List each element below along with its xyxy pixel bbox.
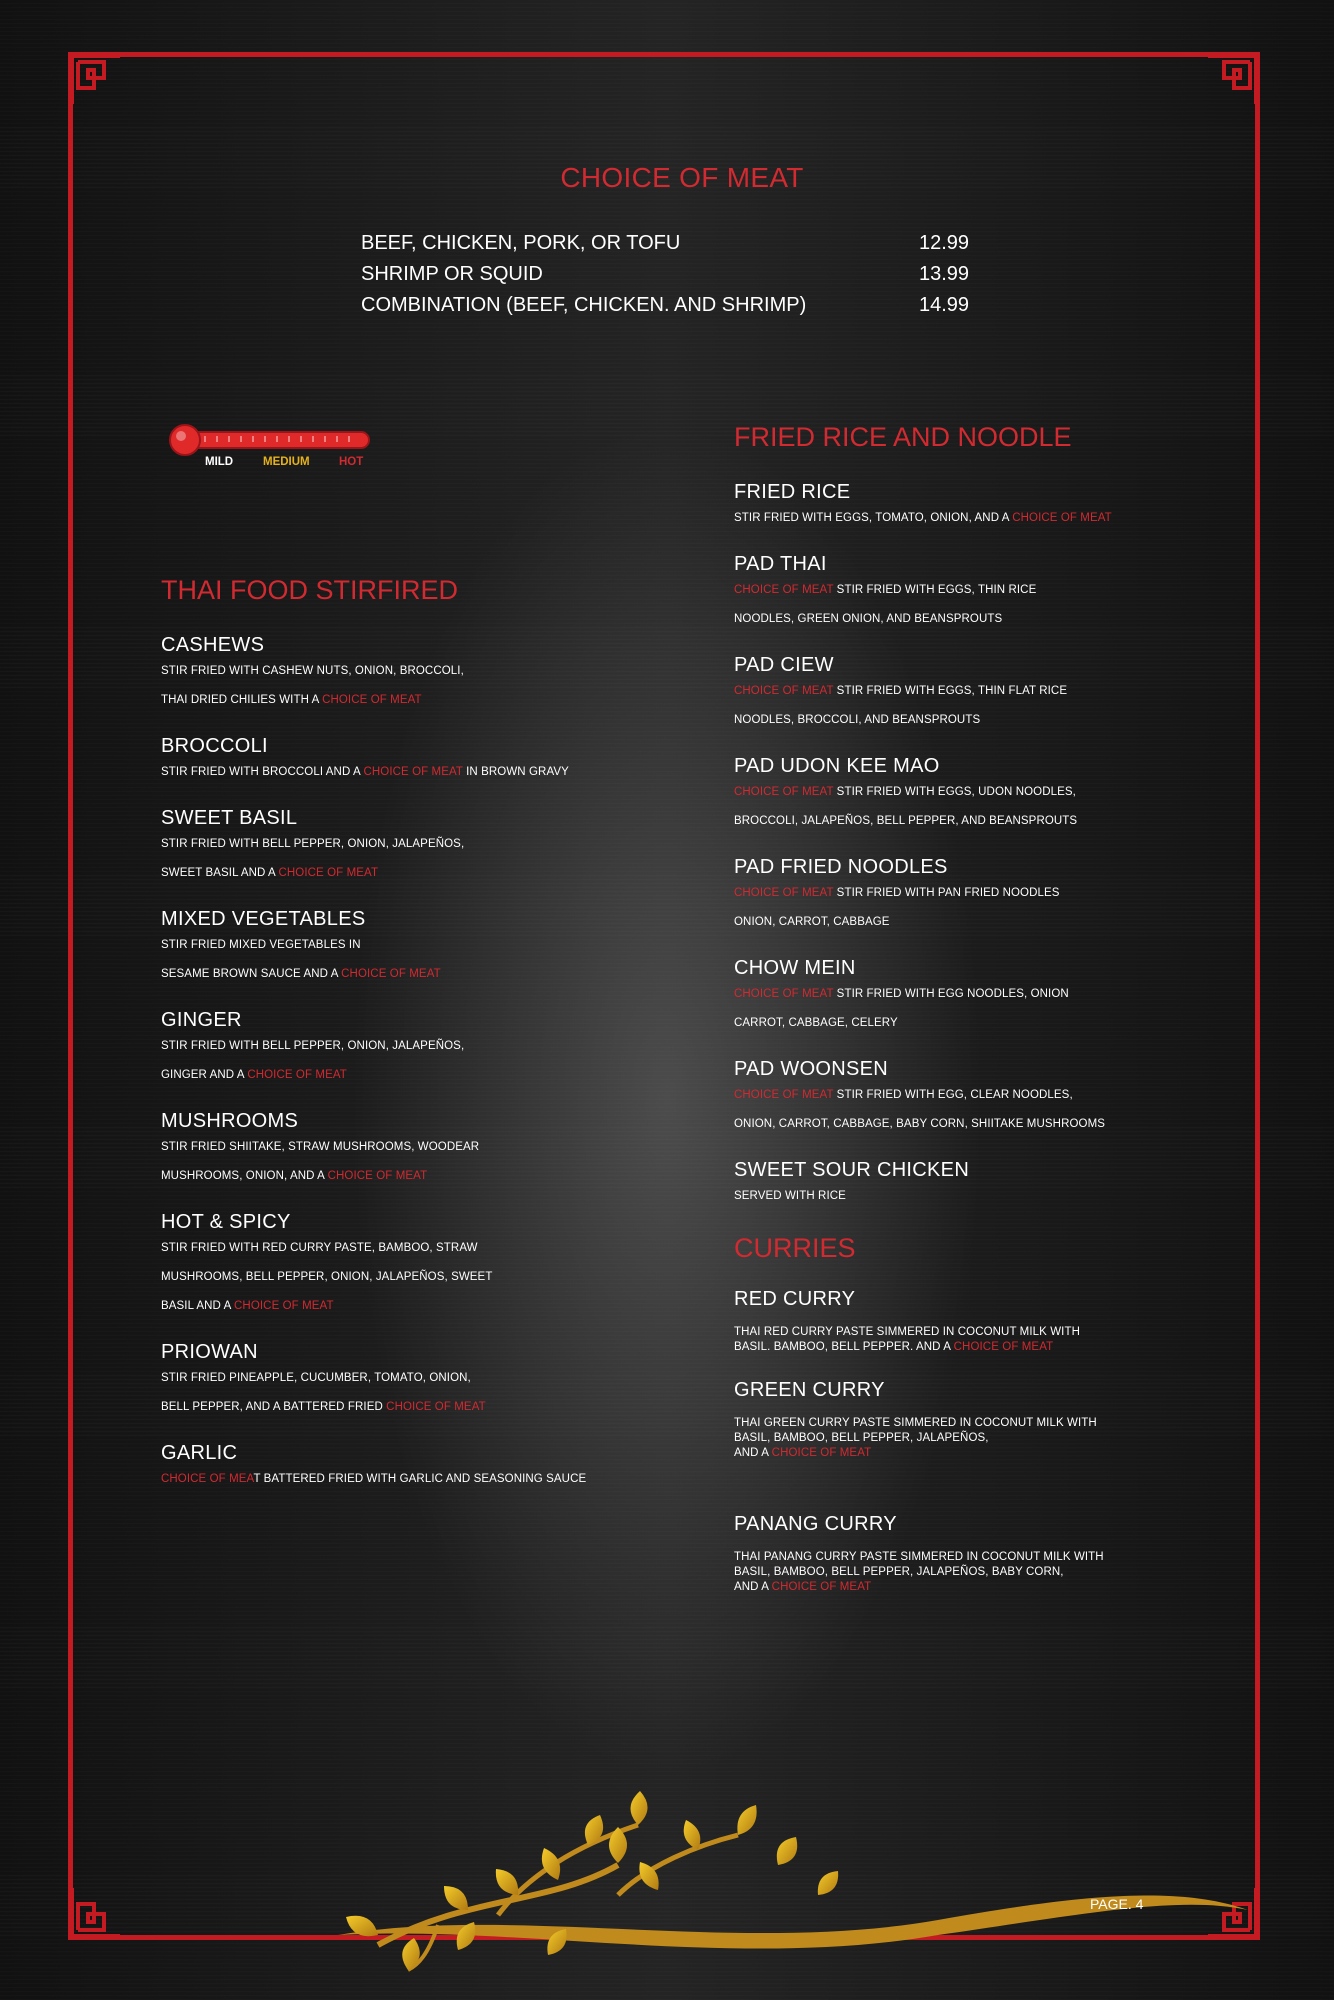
menu-item bbox=[161, 1009, 721, 1090]
menu-item-description bbox=[734, 908, 1154, 937]
choice-of-meat-note: CHOICE OF MEAT bbox=[341, 968, 441, 980]
fret-corner-bottom-left-icon bbox=[68, 1884, 124, 1940]
menu-item-description bbox=[734, 504, 1154, 533]
description-text: BASIL, BAMBOO, BELL PEPPER, JALAPEÑOS, bbox=[734, 1432, 989, 1444]
choice-of-meat-note: CHOICE OF MEAT bbox=[1012, 512, 1112, 524]
description-text: CARROT, CABBAGE, CELERY bbox=[734, 1017, 898, 1029]
description-text: STIR FRIED WITH CASHEW NUTS, ONION, BROCCOLI, bbox=[161, 665, 464, 677]
menu-item bbox=[161, 1442, 721, 1494]
menu-item-name: PAD UDON KEE MAO bbox=[734, 755, 940, 777]
menu-item-description bbox=[734, 1416, 1154, 1431]
description-text: BROCCOLI, JALAPEÑOS, BELL PEPPER, AND BEANSPROUTS bbox=[734, 815, 1078, 827]
stirfried-column bbox=[161, 575, 721, 1494]
description-text: STIR FRIED WITH EGG, CLEAR NOODLES, bbox=[833, 1089, 1073, 1101]
description-text: ONION, CARROT, CABBAGE bbox=[734, 916, 890, 928]
menu-item bbox=[734, 1379, 1154, 1461]
menu-item bbox=[161, 1110, 721, 1191]
meat-price-row bbox=[361, 290, 981, 321]
menu-item-description bbox=[161, 1393, 721, 1422]
noodle-item-list bbox=[734, 481, 1154, 1211]
description-text: MUSHROOMS, ONION, AND A bbox=[161, 1170, 328, 1182]
choice-of-meat-note: CHOICE OF MEAT bbox=[327, 1170, 428, 1182]
menu-item-name: PAD FRIED NOODLES bbox=[734, 856, 948, 878]
menu-item-description bbox=[734, 605, 1154, 634]
menu-item-description bbox=[161, 657, 721, 686]
description-text: THAI GREEN CURRY PASTE SIMMERED IN COCONUT MILK WITH bbox=[734, 1417, 1097, 1429]
menu-item bbox=[734, 553, 1154, 634]
description-text: STIR FRIED WITH EGGS, THIN RICE bbox=[833, 584, 1037, 596]
menu-item bbox=[734, 1513, 1154, 1595]
curry-item-list bbox=[734, 1288, 1154, 1595]
menu-item-name: PAD THAI bbox=[734, 553, 827, 575]
description-text: STIR FRIED WITH EGGS, TOMATO, ONION, AND A bbox=[734, 512, 1013, 524]
menu-item-name: PAD WOONSEN bbox=[734, 1058, 889, 1080]
menu-item-description bbox=[734, 1565, 1154, 1580]
menu-item bbox=[734, 481, 1154, 533]
description-text: AND A bbox=[734, 1581, 772, 1593]
menu-item bbox=[161, 807, 721, 888]
menu-item bbox=[734, 1058, 1154, 1139]
menu-item bbox=[161, 1211, 721, 1321]
menu-item-description bbox=[734, 1431, 1154, 1446]
choice-of-meat-note: CHOICE OF MEAT bbox=[734, 1089, 834, 1101]
fret-corner-top-right-icon bbox=[1204, 52, 1260, 108]
menu-item-name: GREEN CURRY bbox=[734, 1379, 885, 1401]
choice-of-meat-note: CHOICE OF MEAT bbox=[734, 685, 834, 697]
menu-item bbox=[734, 1159, 1154, 1211]
menu-item-description bbox=[161, 830, 721, 859]
spice-label-medium: MEDIUM bbox=[263, 456, 310, 468]
choice-of-meat-note: CHOICE OF MEAT bbox=[363, 766, 463, 778]
meat-option-name: BEEF, CHICKEN, PORK, OR TOFU bbox=[361, 232, 681, 254]
page-number: PAGE. 4 bbox=[1090, 1896, 1144, 1912]
choice-of-meat-note: CHOICE OF MEAT bbox=[322, 694, 422, 706]
thermometer-icon bbox=[165, 424, 375, 456]
menu-item-name: CHOW MEIN bbox=[734, 957, 856, 979]
menu-item-description bbox=[161, 1364, 721, 1393]
spice-label-mild: MILD bbox=[205, 456, 234, 468]
menu-item-description bbox=[734, 1325, 1154, 1340]
menu-item-description bbox=[161, 859, 721, 888]
description-text: STIR FRIED WITH BELL PEPPER, ONION, JALAPEÑOS, bbox=[161, 1040, 465, 1052]
description-text: STIR FRIED WITH EGGS, UDON NOODLES, bbox=[833, 786, 1076, 798]
menu-item-description bbox=[161, 1162, 721, 1191]
meat-option-price: 14.99 bbox=[919, 294, 970, 316]
spice-scale bbox=[165, 424, 375, 474]
description-text: BASIL AND A bbox=[161, 1300, 235, 1312]
meat-option-name: SHRIMP OR SQUID bbox=[361, 263, 543, 285]
description-text: NOODLES, GREEN ONION, AND BEANSPROUTS bbox=[734, 613, 1003, 625]
choice-of-meat-note: CHOICE OF MEAT bbox=[771, 1447, 872, 1459]
menu-item-description bbox=[161, 686, 721, 715]
menu-item-description bbox=[161, 1032, 721, 1061]
menu-item-name: SWEET SOUR CHICKEN bbox=[734, 1159, 970, 1181]
menu-item bbox=[161, 735, 721, 787]
meat-option-price: 12.99 bbox=[919, 232, 970, 254]
description-text: STIR FRIED SHIITAKE, STRAW MUSHROOMS, WOODEAR bbox=[161, 1141, 480, 1153]
menu-item-name: GARLIC bbox=[161, 1442, 238, 1464]
choice-of-meat-title: CHOICE OF MEAT bbox=[560, 162, 804, 193]
choice-of-meat-price-list bbox=[361, 228, 981, 321]
menu-item bbox=[734, 755, 1154, 836]
menu-item-name: PANANG CURRY bbox=[734, 1513, 897, 1535]
description-text: NOODLES, BROCCOLI, AND BEANSPROUTS bbox=[734, 714, 981, 726]
menu-item-name: MUSHROOMS bbox=[161, 1110, 299, 1132]
menu-item-description bbox=[734, 1340, 1154, 1355]
choice-of-meat-note: CHOICE OF MEAT bbox=[734, 887, 834, 899]
menu-item-name: SWEET BASIL bbox=[161, 807, 298, 829]
menu-item bbox=[734, 957, 1154, 1038]
meat-price-row bbox=[361, 259, 981, 290]
choice-of-meat-note: CHOICE OF MEA bbox=[161, 1473, 254, 1485]
menu-item-name: CASHEWS bbox=[161, 634, 265, 656]
menu-item-name: RED CURRY bbox=[734, 1288, 856, 1310]
section-title-curries: CURRIES bbox=[734, 1233, 856, 1263]
choice-of-meat-note: CHOICE OF MEAT bbox=[386, 1401, 486, 1413]
menu-item-name: MIXED VEGETABLES bbox=[161, 908, 366, 930]
menu-item-description bbox=[734, 1580, 1154, 1595]
menu-item-description bbox=[161, 1263, 721, 1292]
section-title-stirfried: THAI FOOD STIRFIRED bbox=[161, 575, 458, 605]
description-text: STIR FRIED WITH EGGS, THIN FLAT RICE bbox=[833, 685, 1068, 697]
menu-item-name: GINGER bbox=[161, 1009, 242, 1031]
description-text: BELL PEPPER, AND A BATTERED FRIED bbox=[161, 1401, 387, 1413]
menu-item-name: FRIED RICE bbox=[734, 481, 851, 503]
stirfried-item-list bbox=[161, 634, 721, 1494]
description-text: T BATTERED FRIED WITH GARLIC AND SEASONING SAUCE bbox=[253, 1473, 587, 1485]
menu-item-description bbox=[734, 576, 1154, 605]
menu-item-description bbox=[734, 1182, 1154, 1211]
description-text: STIR FRIED WITH RED CURRY PASTE, BAMBOO, STRAW bbox=[161, 1242, 478, 1254]
spice-label-hot: HOT bbox=[339, 456, 364, 468]
description-text: MUSHROOMS, BELL PEPPER, ONION, JALAPEÑOS, SWEET bbox=[161, 1271, 493, 1283]
menu-item-description bbox=[161, 1234, 721, 1263]
description-text: THAI RED CURRY PASTE SIMMERED IN COCONUT MILK WITH bbox=[734, 1326, 1080, 1338]
menu-item-name: PAD CIEW bbox=[734, 654, 834, 676]
choice-of-meat-note: CHOICE OF MEAT bbox=[278, 867, 379, 879]
menu-item bbox=[734, 1288, 1154, 1355]
choice-of-meat-note: CHOICE OF MEAT bbox=[953, 1341, 1054, 1353]
description-text: STIR FRIED PINEAPPLE, CUCUMBER, TOMATO, ONION, bbox=[161, 1372, 471, 1384]
description-text: ONION, CARROT, CABBAGE, BABY CORN, SHIITAKE MUSHROOMS bbox=[734, 1118, 1106, 1130]
description-text: THAI PANANG CURRY PASTE SIMMERED IN COCONUT MILK WITH bbox=[734, 1551, 1104, 1563]
description-text: SERVED WITH RICE bbox=[734, 1190, 846, 1202]
description-text: STIR FRIED MIXED VEGETABLES IN bbox=[161, 939, 361, 951]
choice-of-meat-note: CHOICE OF MEAT bbox=[771, 1581, 872, 1593]
menu-item-description bbox=[161, 960, 721, 989]
menu-item bbox=[161, 634, 721, 715]
choice-of-meat-note: CHOICE OF MEAT bbox=[734, 584, 834, 596]
meat-option-price: 13.99 bbox=[919, 263, 970, 285]
choice-of-meat-note: CHOICE OF MEAT bbox=[734, 786, 834, 798]
fret-corner-top-left-icon bbox=[68, 52, 124, 108]
description-text: THAI DRIED CHILIES WITH A bbox=[161, 694, 323, 706]
menu-item-description bbox=[734, 677, 1154, 706]
menu-item-description bbox=[734, 1009, 1154, 1038]
menu-item-description bbox=[734, 1081, 1154, 1110]
menu-item bbox=[734, 856, 1154, 937]
description-text: SWEET BASIL AND A bbox=[161, 867, 279, 879]
menu-item-name: HOT & SPICY bbox=[161, 1211, 291, 1233]
description-text: BASIL. BAMBOO, BELL PEPPER. AND A bbox=[734, 1341, 954, 1353]
description-text: BASIL, BAMBOO, BELL PEPPER, JALAPEÑOS, BABY CORN, bbox=[734, 1566, 1064, 1578]
menu-item-description bbox=[161, 1465, 721, 1494]
meat-option-name: COMBINATION (BEEF, CHICKEN. AND SHRIMP) bbox=[361, 294, 807, 316]
description-text: IN BROWN GRAVY bbox=[462, 766, 569, 778]
menu-item-description bbox=[734, 879, 1154, 908]
menu-item bbox=[161, 1341, 721, 1422]
menu-item-description bbox=[734, 1550, 1154, 1565]
description-text: STIR FRIED WITH BELL PEPPER, ONION, JALAPEÑOS, bbox=[161, 838, 465, 850]
menu-item-description bbox=[161, 1292, 721, 1321]
choice-of-meat-note: CHOICE OF MEAT bbox=[234, 1300, 334, 1312]
description-text: AND A bbox=[734, 1447, 772, 1459]
menu-item-description bbox=[734, 807, 1154, 836]
menu-item bbox=[161, 908, 721, 989]
description-text: GINGER AND A bbox=[161, 1069, 248, 1081]
menu-item bbox=[734, 654, 1154, 735]
description-text: STIR FRIED WITH EGG NOODLES, ONION bbox=[833, 988, 1069, 1000]
menu-item-name: PRIOWAN bbox=[161, 1341, 258, 1363]
choice-of-meat-note: CHOICE OF MEAT bbox=[734, 988, 834, 1000]
choice-of-meat-note: CHOICE OF MEAT bbox=[247, 1069, 347, 1081]
noodle-curry-column bbox=[734, 422, 1154, 1595]
menu-item-description bbox=[161, 1133, 721, 1162]
menu-item-name: BROCCOLI bbox=[161, 735, 268, 757]
menu-item-description bbox=[161, 1061, 721, 1090]
menu-item-description bbox=[734, 1110, 1154, 1139]
menu-item-description bbox=[734, 1446, 1154, 1461]
description-text: SESAME BROWN SAUCE AND A bbox=[161, 968, 342, 980]
menu-item-description bbox=[734, 980, 1154, 1009]
description-text: STIR FRIED WITH BROCCOLI AND A bbox=[161, 766, 364, 778]
section-title-fried-rice-noodle: FRIED RICE AND NOODLE bbox=[734, 422, 1072, 452]
menu-item-description bbox=[734, 778, 1154, 807]
description-text: STIR FRIED WITH PAN FRIED NOODLES bbox=[833, 887, 1060, 899]
meat-price-row bbox=[361, 228, 981, 259]
menu-item-description bbox=[161, 758, 721, 787]
golden-bodhi-leaf-branch-icon bbox=[318, 1785, 1258, 1975]
menu-item-description bbox=[734, 706, 1154, 735]
menu-item-description bbox=[161, 931, 721, 960]
